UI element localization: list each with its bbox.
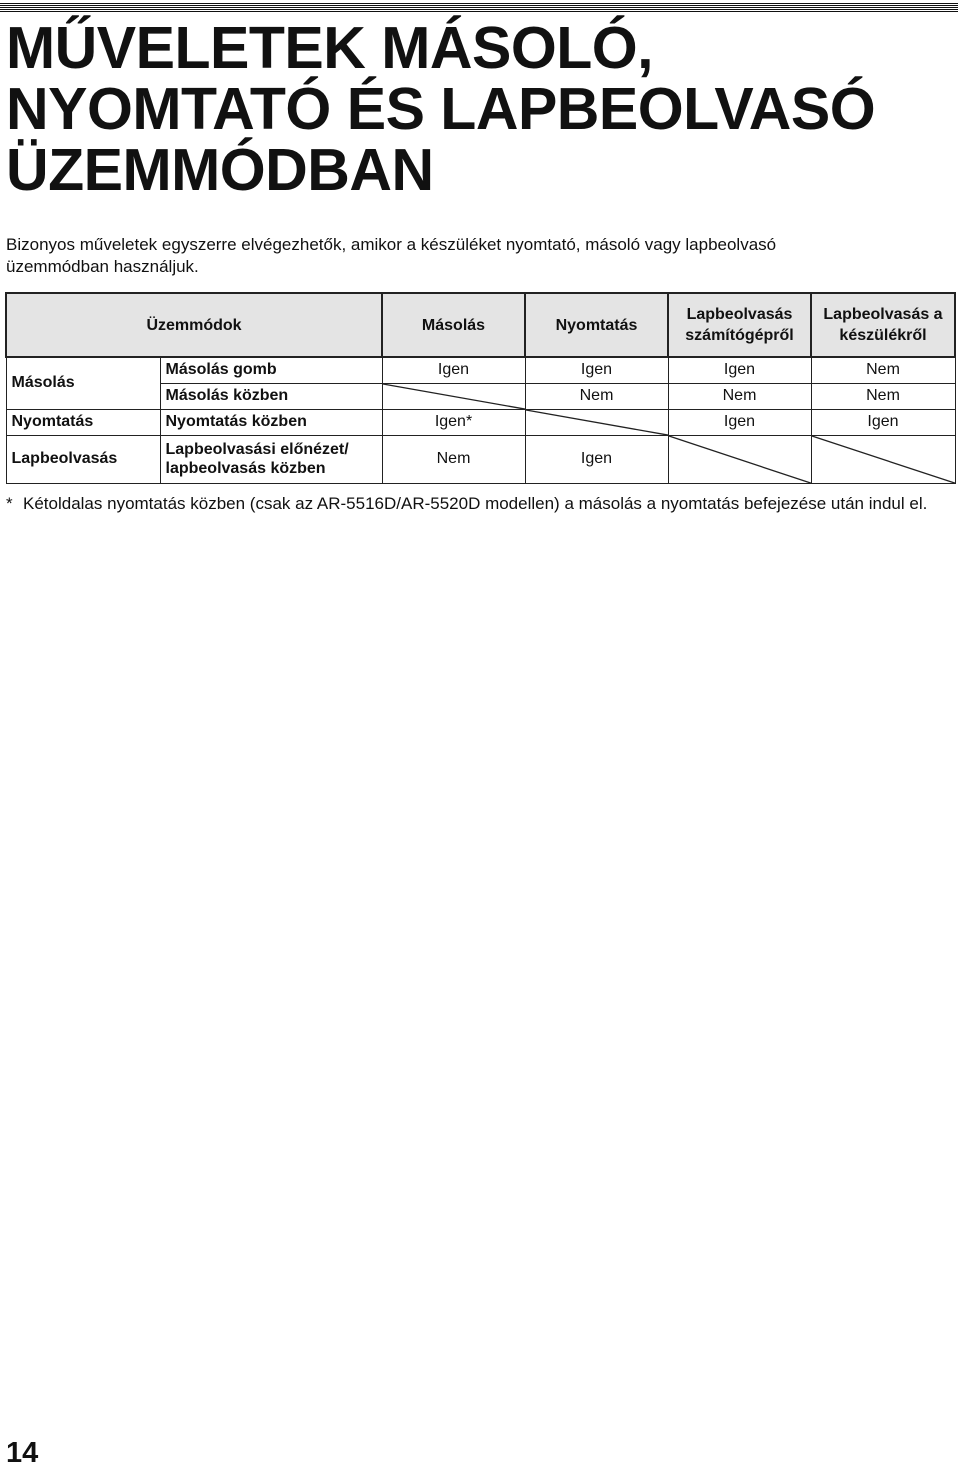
intro-line: Bizonyos műveletek egyszerre elvégezhetők, amikor a készüléket nyomtató, másoló vagy lapbeolvasó xyxy=(6,235,777,254)
page-title-line: NYOMTATÓ ÉS LAPBEOLVASÓ xyxy=(6,76,876,142)
page-title-line: MŰVELETEK MÁSOLÓ, xyxy=(6,15,654,81)
cell-copy: Igen* xyxy=(382,409,525,435)
page-number: 14 xyxy=(6,1437,39,1469)
footnote-mark: * xyxy=(6,494,13,513)
header-line: számítógépről xyxy=(685,327,794,345)
table-row xyxy=(6,409,955,435)
diagonal-line xyxy=(526,410,668,435)
table-row xyxy=(6,357,955,383)
na-cell xyxy=(382,383,525,409)
table-header-row xyxy=(6,293,955,357)
cell-copy: Igen xyxy=(382,357,525,383)
group-copy: Másolás xyxy=(6,357,160,409)
footnote-text: Kétoldalas nyomtatás közben (csak az AR-5516D/AR-5520D modellen) a másolás a nyomtatás befejezése után indul el. xyxy=(23,494,928,513)
header-line: Lapbeolvasás xyxy=(686,306,793,324)
diagonal-line xyxy=(383,384,525,409)
header-scan-device xyxy=(811,293,955,357)
row-label: Nyomtatás közben xyxy=(160,409,382,435)
na-cell xyxy=(525,409,668,435)
na-cell xyxy=(811,435,955,483)
page-title xyxy=(6,15,876,203)
cell-print: Igen xyxy=(525,357,668,383)
header-line: készülékről xyxy=(839,327,927,345)
cell-scan-device: Nem xyxy=(811,357,955,383)
cell-print: Igen xyxy=(525,435,668,483)
row-label-line: lapbeolvasás közben xyxy=(165,460,326,478)
group-print: Nyomtatás xyxy=(6,409,160,435)
cell-scan-pc: Igen xyxy=(668,357,811,383)
diagonal-line xyxy=(812,436,955,483)
header-scan-pc xyxy=(668,293,811,357)
operations-table xyxy=(5,292,956,484)
row-label: Másolás gomb xyxy=(160,357,382,383)
header-modes: Üzemmódok xyxy=(6,293,382,357)
group-scan: Lapbeolvasás xyxy=(6,435,160,483)
cell-scan-pc: Nem xyxy=(668,383,811,409)
intro-line: üzemmódban használjuk. xyxy=(6,257,199,276)
header-rule xyxy=(0,3,958,12)
page-title-line: ÜZEMMÓDBAN xyxy=(6,137,434,203)
cell-print: Nem xyxy=(525,383,668,409)
header-line: Lapbeolvasás a xyxy=(823,306,943,324)
row-label: Másolás közben xyxy=(160,383,382,409)
row-label xyxy=(160,435,382,483)
cell-scan-device: Nem xyxy=(811,383,955,409)
cell-scan-pc: Igen xyxy=(668,409,811,435)
cell-scan-device: Igen xyxy=(811,409,955,435)
header-copy: Másolás xyxy=(382,293,525,357)
row-label-line: Lapbeolvasási előnézet/ xyxy=(165,441,349,459)
header-print: Nyomtatás xyxy=(525,293,668,357)
diagonal-line xyxy=(669,436,811,483)
intro-paragraph xyxy=(6,234,906,278)
table-row xyxy=(6,435,955,483)
cell-copy: Nem xyxy=(382,435,525,483)
na-cell xyxy=(668,435,811,483)
